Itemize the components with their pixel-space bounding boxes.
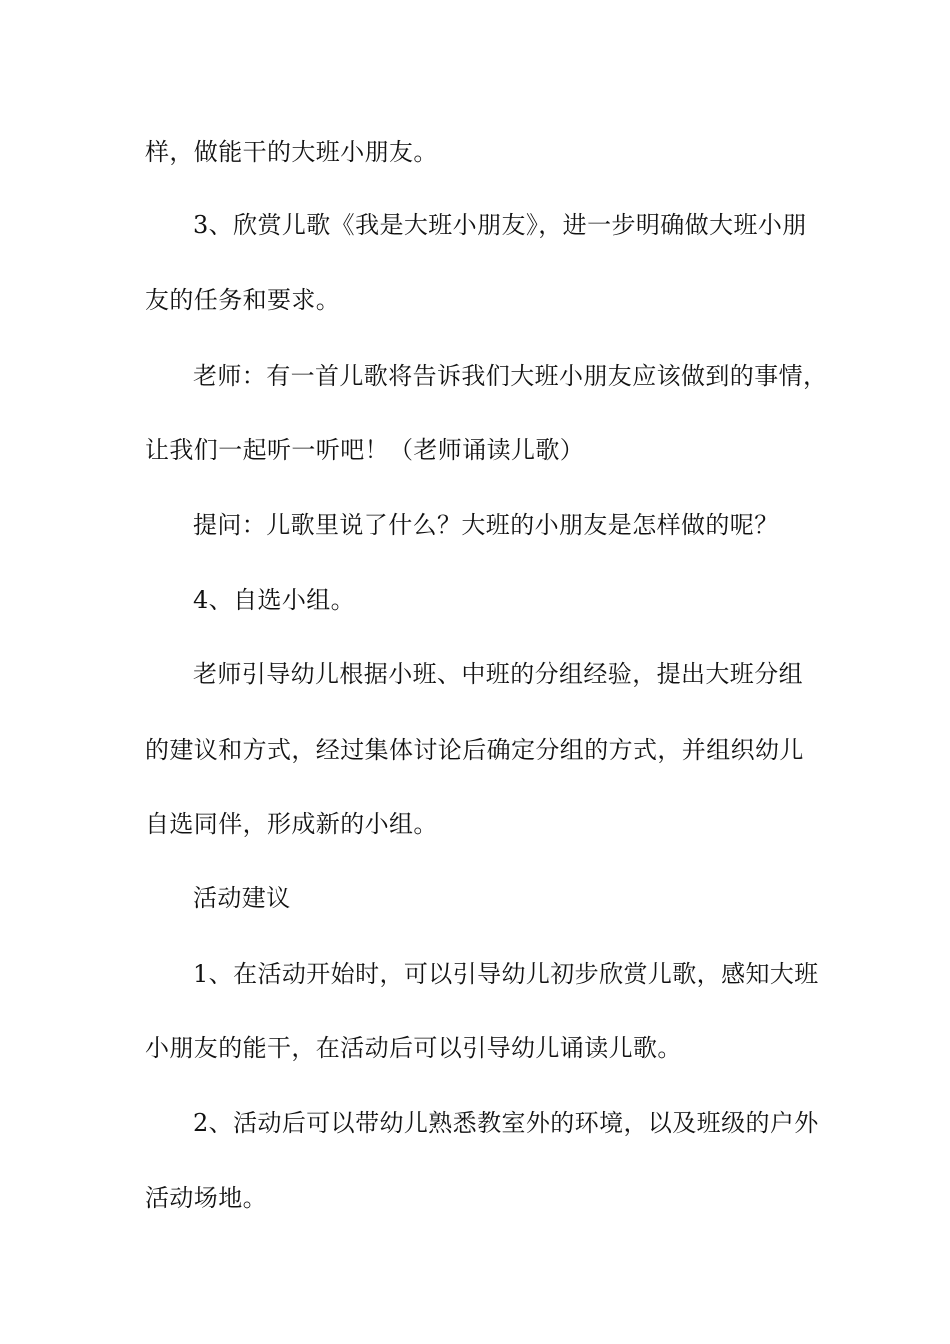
text-line: 自选同伴，形成新的小组。 — [145, 810, 438, 838]
text-line: 活动场地。 — [145, 1184, 267, 1212]
text-line: 样，做能干的大班小朋友。 — [145, 138, 438, 166]
text-line: 让我们一起听一听吧！（老师诵读儿歌） — [145, 436, 585, 464]
text-line: 1、在活动开始时，可以引导幼儿初步欣赏儿歌，感知大班 — [193, 960, 819, 988]
text-line: 小朋友的能干，在活动后可以引导幼儿诵读儿歌。 — [145, 1034, 682, 1062]
text-line: 3、欣赏儿歌《我是大班小朋友》，进一步明确做大班小朋 — [193, 211, 807, 239]
text-line: 2、活动后可以带幼儿熟悉教室外的环境，以及班级的户外 — [193, 1109, 819, 1137]
section-heading: 活动建议 — [193, 884, 291, 912]
text-line: 友的任务和要求。 — [145, 286, 341, 314]
text-line: 老师：有一首儿歌将告诉我们大班小朋友应该做到的事情， — [193, 362, 828, 390]
text-line: 提问：儿歌里说了什么？大班的小朋友是怎样做的呢？ — [193, 511, 779, 539]
text-line: 4、自选小组。 — [193, 586, 356, 614]
text-line: 老师引导幼儿根据小班、中班的分组经验，提出大班分组 — [193, 660, 803, 688]
text-line: 的建议和方式，经过集体讨论后确定分组的方式，并组织幼儿 — [145, 736, 804, 764]
